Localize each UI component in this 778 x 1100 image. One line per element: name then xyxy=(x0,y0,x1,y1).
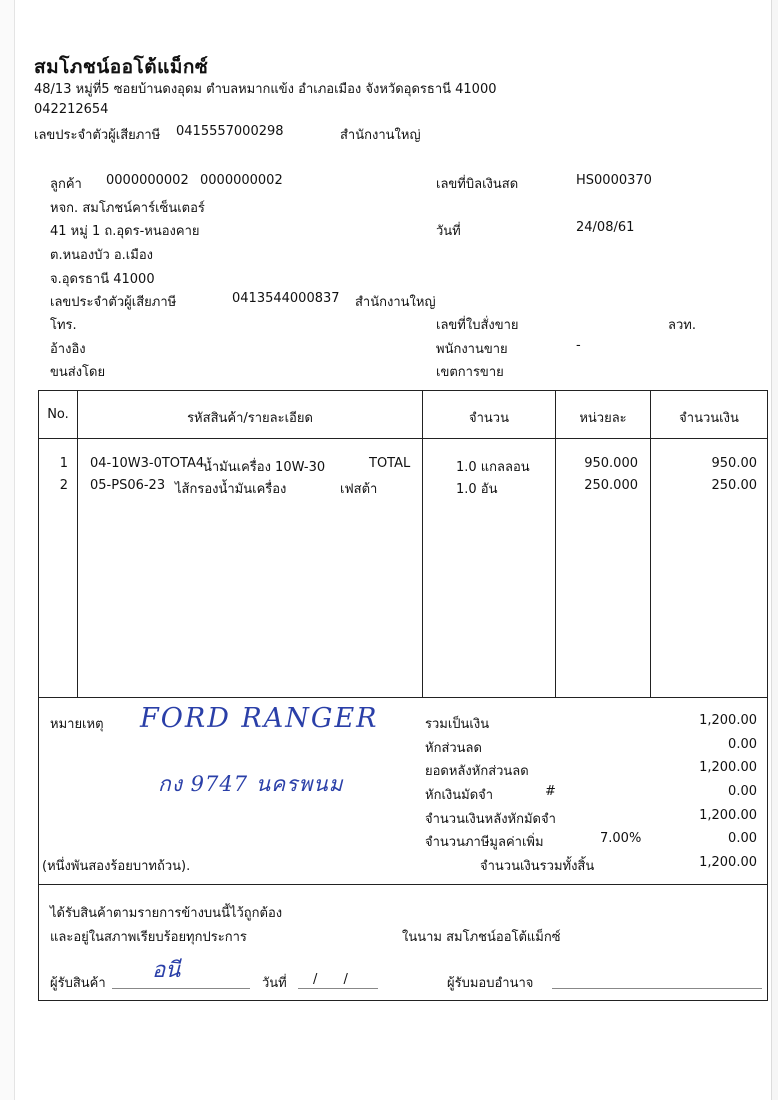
handwritten-plate: กง 9747 นครพนม xyxy=(158,772,344,796)
company-tax-label: เลขประจำตัวผู้เสียภาษี xyxy=(34,128,161,143)
vat-rate: 7.00% xyxy=(600,831,642,846)
th-unit-price: หน่วยละ xyxy=(579,411,627,426)
th-no: No. xyxy=(47,407,69,422)
total-value-4: 1,200.00 xyxy=(699,808,757,823)
th-code-desc: รหัสสินค้า/รายละเอียด xyxy=(187,411,313,426)
date-label: วันที่ xyxy=(436,224,461,239)
row1-desc: น้ำมันเครื่อง 10W-30 xyxy=(203,460,326,475)
company-branch: สำนักงานใหญ่ xyxy=(340,128,421,143)
amount-in-words: (หนึ่งพันสองร้อยบาทถ้วน). xyxy=(42,859,191,874)
total-value-5: 0.00 xyxy=(728,831,757,846)
company-name: สมโภชน์ออโต้แม็กซ์ xyxy=(34,56,209,78)
row1-amount: 950.00 xyxy=(711,456,757,471)
bill-number: HS0000370 xyxy=(576,173,652,188)
row2-no: 2 xyxy=(59,478,68,493)
customer-tax-label: เลขประจำตัวผู้เสียภาษี xyxy=(50,295,177,310)
customer-branch: สำนักงานใหญ่ xyxy=(355,295,436,310)
authorized-label: ผู้รับมอบอำนาจ xyxy=(447,976,534,991)
scan-left-edge xyxy=(0,0,15,1100)
sales-value: - xyxy=(576,338,581,353)
total-value-0: 1,200.00 xyxy=(699,713,757,728)
area-label: เขตการขาย xyxy=(436,365,504,380)
customer-ship-label: ขนส่งโดย xyxy=(50,365,106,380)
customer-name: หจก. สมโภชน์คาร์เซ็นเตอร์ xyxy=(50,201,205,216)
company-address: 48/13 หมู่ที่5 ซอยบ้านดงอุดม ตำบลหมากแข้ง อำเภอเมือง จังหวัดอุดรธานี 41000 xyxy=(34,82,497,97)
row1-qty: 1.0 แกลลอน xyxy=(456,460,530,475)
row1-code: 04-10W3-0TOTA4 xyxy=(90,456,205,471)
customer-code1: 0000000002 xyxy=(106,173,189,188)
on-behalf-text: ในนาม สมโภชน์ออโต้แม็กซ์ xyxy=(402,930,561,945)
receiver-label: ผู้รับสินค้า xyxy=(50,976,106,991)
total-value-3: 0.00 xyxy=(728,784,757,799)
total-label-4: จำนวนเงินหลังหักมัดจำ xyxy=(425,812,556,827)
company-tax-id: 0415557000298 xyxy=(176,124,284,139)
footer-date-label: วันที่ xyxy=(262,976,287,991)
customer-code2: 0000000002 xyxy=(200,173,283,188)
total-label-2: ยอดหลังหักส่วนลด xyxy=(425,764,529,779)
sales-label: พนักงานขาย xyxy=(436,342,508,357)
total-value-1: 0.00 xyxy=(728,737,757,752)
scan-right-edge xyxy=(771,0,778,1100)
total-label-3: หักเงินมัดจำ xyxy=(425,788,494,803)
total-value-2: 1,200.00 xyxy=(699,760,757,775)
deposit-mark: # xyxy=(545,784,556,799)
total-label-6: จำนวนเงินรวมทั้งสิ้น xyxy=(480,859,595,874)
received-text-2: และอยู่ในสภาพเรียบร้อยทุกประการ xyxy=(50,930,247,945)
row2-amount: 250.00 xyxy=(711,478,757,493)
footer-date-blank: / / xyxy=(313,972,348,987)
remarks-label: หมายเหตุ xyxy=(50,717,104,732)
order-label: เลขที่ใบสั่งขาย xyxy=(436,318,519,333)
customer-ref-label: อ้างอิง xyxy=(50,342,86,357)
total-value-6: 1,200.00 xyxy=(699,855,757,870)
th-qty: จำนวน xyxy=(469,411,509,426)
total-label-0: รวมเป็นเงิน xyxy=(425,717,490,732)
total-label-1: หักส่วนลด xyxy=(425,741,482,756)
handwritten-vehicle: FORD RANGER xyxy=(140,703,379,734)
customer-addr2: ต.หนองบัว อ.เมือง xyxy=(50,248,153,263)
row2-code: 05-PS06-23 xyxy=(90,478,166,493)
th-amount: จำนวนเงิน xyxy=(679,411,739,426)
order-number: ลวท. xyxy=(668,318,696,333)
customer-tax-id: 0413544000837 xyxy=(232,291,340,306)
customer-addr1: 41 หมู่ 1 ถ.อุดร-หนองคาย xyxy=(50,224,200,239)
bill-label: เลขที่บิลเงินสด xyxy=(436,177,519,192)
row2-brand: เฟสต้า xyxy=(340,482,378,497)
date-value: 24/08/61 xyxy=(576,220,635,235)
row2-unit-price: 250.000 xyxy=(584,478,638,493)
customer-label: ลูกค้า xyxy=(50,177,82,192)
row1-no: 1 xyxy=(59,456,68,471)
total-label-5: จำนวนภาษีมูลค่าเพิ่ม xyxy=(425,835,544,850)
customer-tel-label: โทร. xyxy=(50,318,77,333)
receiver-signature: อนี xyxy=(152,958,181,983)
company-phone: 042212654 xyxy=(34,102,109,117)
row1-unit-price: 950.000 xyxy=(584,456,638,471)
row2-qty: 1.0 อัน xyxy=(456,482,498,497)
customer-addr3: จ.อุดรธานี 41000 xyxy=(50,272,155,287)
row1-brand: TOTAL xyxy=(369,456,411,471)
row2-desc: ไส้กรองน้ำมันเครื่อง xyxy=(175,482,287,497)
received-text-1: ได้รับสินค้าตามรายการข้างบนนี้ไว้ถูกต้อง xyxy=(50,906,283,921)
